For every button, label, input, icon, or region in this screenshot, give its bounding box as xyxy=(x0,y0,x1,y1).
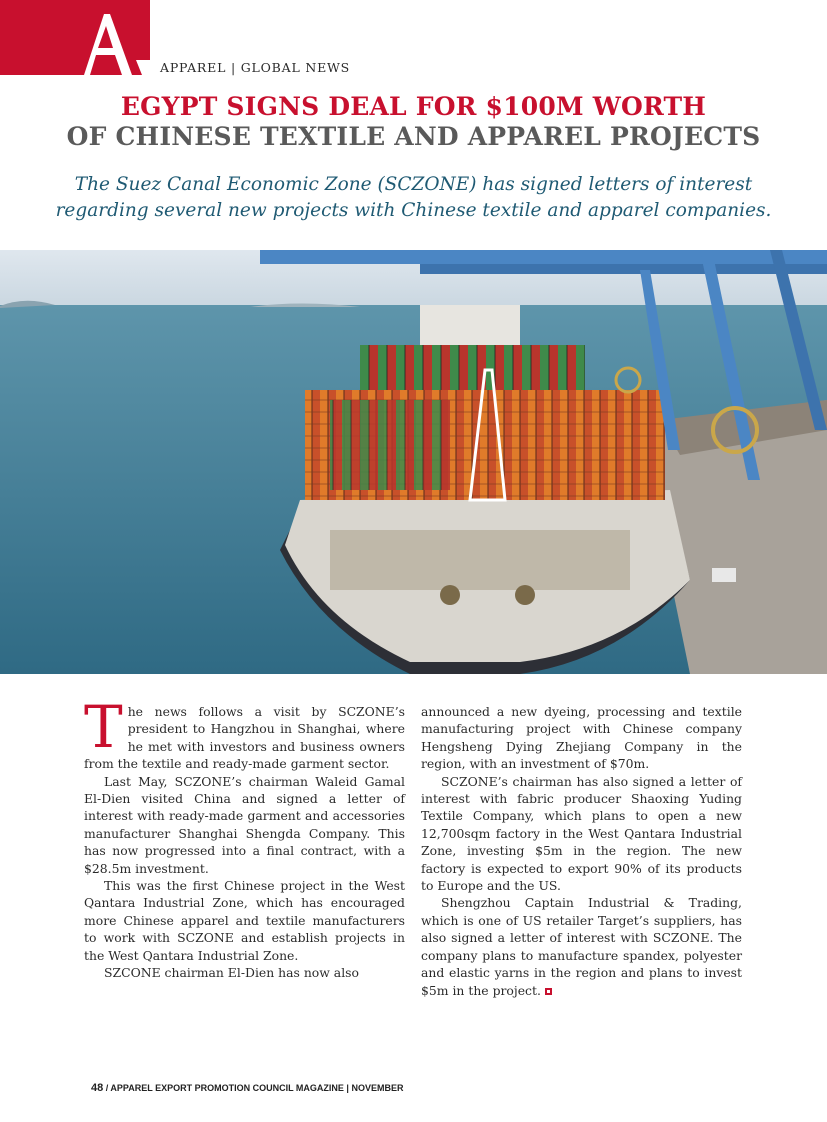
paragraph: announced a new dyeing, processing and textile manufacturing project with Chinese company Hengsheng Dying Zhejiang Company in the region, with an investment of $70m. xyxy=(421,704,742,772)
paragraph: The news follows a visit by SCZONE’s president to Hangzhou in Shanghai, where he met with investors and business owners from the textile and ready-made garment sector. xyxy=(84,693,405,772)
section-tag: APPAREL | GLOBAL NEWS xyxy=(160,60,351,75)
paragraph: Last May, SCZONE’s chairman Waleid Gamal El-Dien visited China and signed a letter of interest with ready-made garment and accessories manufacturer Shanghai Shengda Company. This has now progressed into a final contract, with a $28.5m investment. xyxy=(84,773,405,876)
article-deck xyxy=(40,172,787,224)
deck-line-1: The Suez Canal Economic Zone (SCZONE) has signed letters of interest xyxy=(74,174,753,195)
headline-line-2: OF CHINESE TEXTILE AND APPAREL PROJECTS xyxy=(66,122,761,151)
paragraph: Shengzhou Captain Industrial & Trading, which is one of US retailer Target’s suppliers, has also signed a letter of interest with SCZONE. The company plans to manufacture spandex, polyester and elastic yarns in the region and plans to invest $5m in the project. xyxy=(421,895,742,998)
page-footer xyxy=(91,1082,403,1094)
logo-a-icon xyxy=(0,0,150,75)
paragraph: This was the first Chinese project in the West Qantara Industrial Zone, which has encouraged more Chinese apparel and textile manufacturers to work with SCZONE and establish projects in the West Qantara Industrial Zone. xyxy=(84,878,405,963)
end-mark-icon xyxy=(545,988,552,995)
deck-line-2: regarding several new projects with Chinese textile and apparel companies. xyxy=(55,200,772,221)
headline-line-1: EGYPT SIGNS DEAL FOR $100M WORTH xyxy=(120,92,707,121)
page-number: 48 xyxy=(91,1082,104,1094)
drop-cap: T xyxy=(84,693,123,761)
article-column-left xyxy=(84,693,405,982)
hero-photo-container-ship xyxy=(0,250,827,674)
footer-text: / APPAREL EXPORT PROMOTION COUNCIL MAGAZINE | NOVEMBER xyxy=(103,1083,404,1093)
paragraph: SCZONE’s chairman has also signed a letter of interest with fabric producer Shaoxing Yuding Textile Company, which plans to open a new 12,700sqm factory in the West Qantara Industrial Zone, investing $5m in the region. The new factory is expected to export 90% of its products to Europe and the US. xyxy=(421,773,742,894)
paragraph: SZCONE chairman El-Dien has now also xyxy=(104,965,359,981)
article-column-right xyxy=(421,703,742,999)
